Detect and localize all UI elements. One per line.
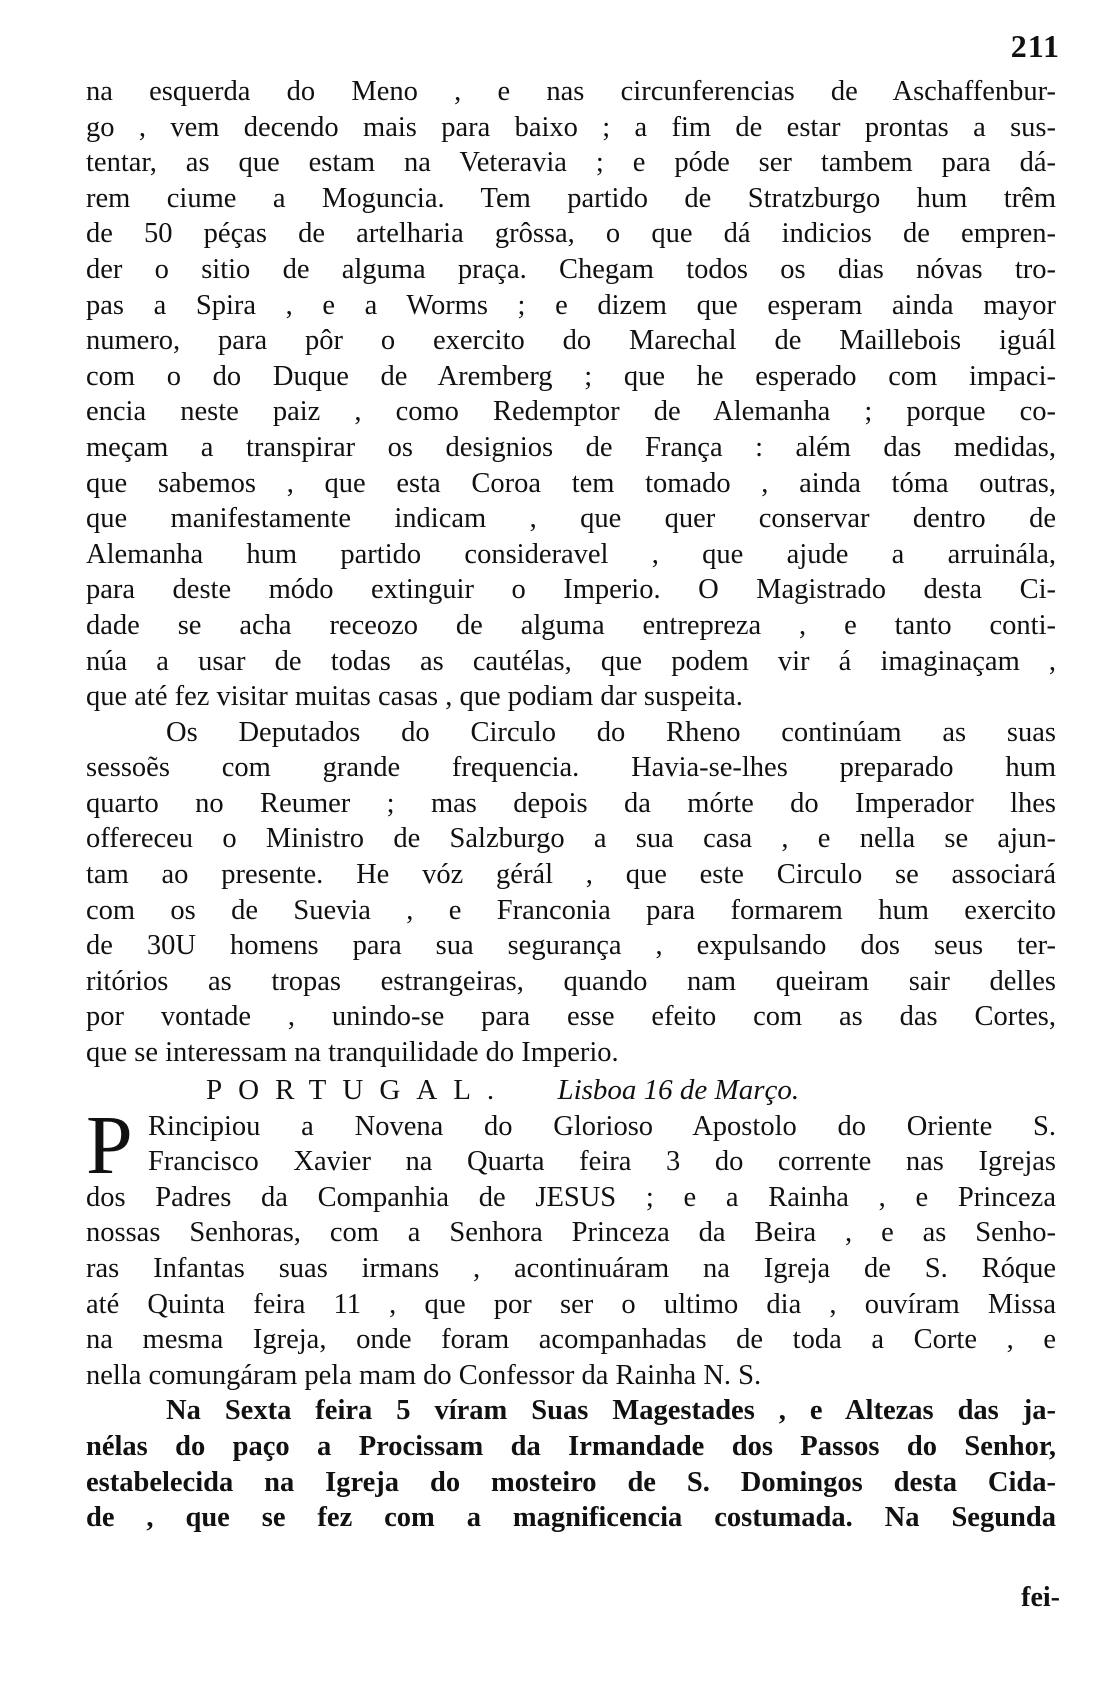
- text-line: tam ao presente. He vóz gérál , que este Circulo se associará: [86, 859, 1056, 891]
- text-line: de 50 péças de artelharia grôssa, o que dá indicios de empren-: [86, 218, 1056, 250]
- text-line: Francisco Xavier na Quarta feira 3 do corrente nas Igrejas: [148, 1146, 1056, 1178]
- text-line: pas a Spira , e a Worms ; e dizem que esperam ainda mayor: [86, 289, 1056, 321]
- text-line: por vontade , unindo-se para esse efeito com as das Cortes,: [86, 1001, 1056, 1033]
- text-line: que sabemos , que esta Coroa tem tomado , ainda tóma outras,: [86, 467, 1056, 499]
- text-line: tentar, as que estam na Veteravia ; e póde ser tambem para dá-: [86, 147, 1056, 179]
- text-line: Alemanha hum partido consideravel , que ajude a arruinála,: [86, 538, 1056, 570]
- text-line: na mesma Igreja, onde foram acompanhadas de toda a Corte , e: [86, 1324, 1056, 1356]
- text-line: que se interessam na tranquilidade do Imperio.: [86, 1037, 619, 1069]
- text-line: que até fez visitar muitas casas , que podiam dar suspeita.: [86, 681, 743, 713]
- text-line: meçam a transpirar os designios de França : além das medidas,: [86, 431, 1056, 463]
- text-block: [86, 74, 1056, 1536]
- text-line: com o do Duque de Aremberg ; que he esperado com impaci-: [86, 360, 1056, 392]
- text-line: nélas do paço a Procissam da Irmandade dos Passos do Senhor,: [86, 1430, 1056, 1462]
- text-line: der o sitio de alguma praça. Chegam todos os dias nóvas tro-: [86, 253, 1056, 285]
- text-line: offereceu o Ministro de Salzburgo a sua casa , e nella se ajun-: [86, 823, 1056, 855]
- text-line: para deste módo extinguir o Imperio. O Magistrado desta Ci-: [86, 574, 1056, 606]
- page-number: 211: [1010, 28, 1060, 64]
- paragraph-4: [86, 1393, 1056, 1535]
- heading-dateline: Lisboa 16 de Março.: [557, 1073, 800, 1106]
- drop-cap: P: [86, 1098, 133, 1192]
- text-line: de 30U homens para sua segurança , expulsando dos seus ter-: [86, 930, 1056, 962]
- text-line: rem ciume a Moguncia. Tem partido de Stratzburgo hum trêm: [86, 182, 1056, 214]
- text-line: dade se acha receozo de alguma entrepreza , e tanto conti-: [86, 609, 1056, 641]
- text-line: Na Sexta feira 5 víram Suas Magestades , e Altezas das ja-: [166, 1395, 1056, 1427]
- text-line: Os Deputados do Circulo do Rheno continúam as suas: [166, 716, 1056, 748]
- text-line: quarto no Reumer ; mas depois da mórte do Imperador lhes: [86, 787, 1056, 819]
- text-line: de , que se fez com a magnificencia costumada. Na Segunda: [86, 1502, 1056, 1534]
- paragraph-3: [86, 1098, 1056, 1394]
- text-line: go , vem decendo mais para baixo ; a fim de estar prontas a sus-: [86, 111, 1056, 143]
- text-line: núa a usar de todas as cautélas, que podem vir á imaginaçam ,: [86, 645, 1056, 677]
- text-line: sessoẽs com grande frequencia. Havia-se-lhes preparado hum: [86, 752, 1056, 784]
- text-line: nella comungáram pela mam do Confessor da Rainha N. S.: [86, 1359, 762, 1391]
- text-line: ritórios as tropas estrangeiras, quando nam queiram sair delles: [86, 965, 1056, 997]
- text-line: ras Infantas suas irmans , acontinuáram na Igreja de S. Róque: [86, 1253, 1056, 1284]
- text-line: estabelecida na Igreja do mosteiro de S. Domingos desta Cida-: [86, 1466, 1056, 1498]
- paragraph-2: [86, 715, 1056, 1071]
- catchword: fei-: [1021, 1582, 1060, 1613]
- text-line: numero, para pôr o exercito do Marechal de Maillebois iguál: [86, 325, 1056, 357]
- text-line: que manifestamente indicam , que quer conservar dentro de: [86, 503, 1056, 535]
- text-line: até Quinta feira 11 , que por ser o ultimo dia , ouvíram Missa: [86, 1288, 1056, 1320]
- text-line: com os de Suevia , e Franconia para formarem hum exercito: [86, 894, 1056, 926]
- text-line: na esquerda do Meno , e nas circunferencias de Aschaffenbur-: [86, 76, 1056, 107]
- text-line: encia neste paiz , como Redemptor de Alemanha ; porque co-: [86, 396, 1056, 428]
- paragraph-1: [86, 74, 1056, 715]
- section-heading: [86, 1071, 1056, 1109]
- text-line: Rincipiou a Novena do Glorioso Apostolo do Oriente S.: [148, 1110, 1056, 1142]
- text-line: dos Padres da Companhia de JESUS ; e a Rainha , e Princeza: [86, 1181, 1056, 1213]
- heading-country: PORTUGAL.: [206, 1073, 511, 1106]
- text-line: nossas Senhoras, com a Senhora Princeza da Beira , e as Senho-: [86, 1217, 1056, 1249]
